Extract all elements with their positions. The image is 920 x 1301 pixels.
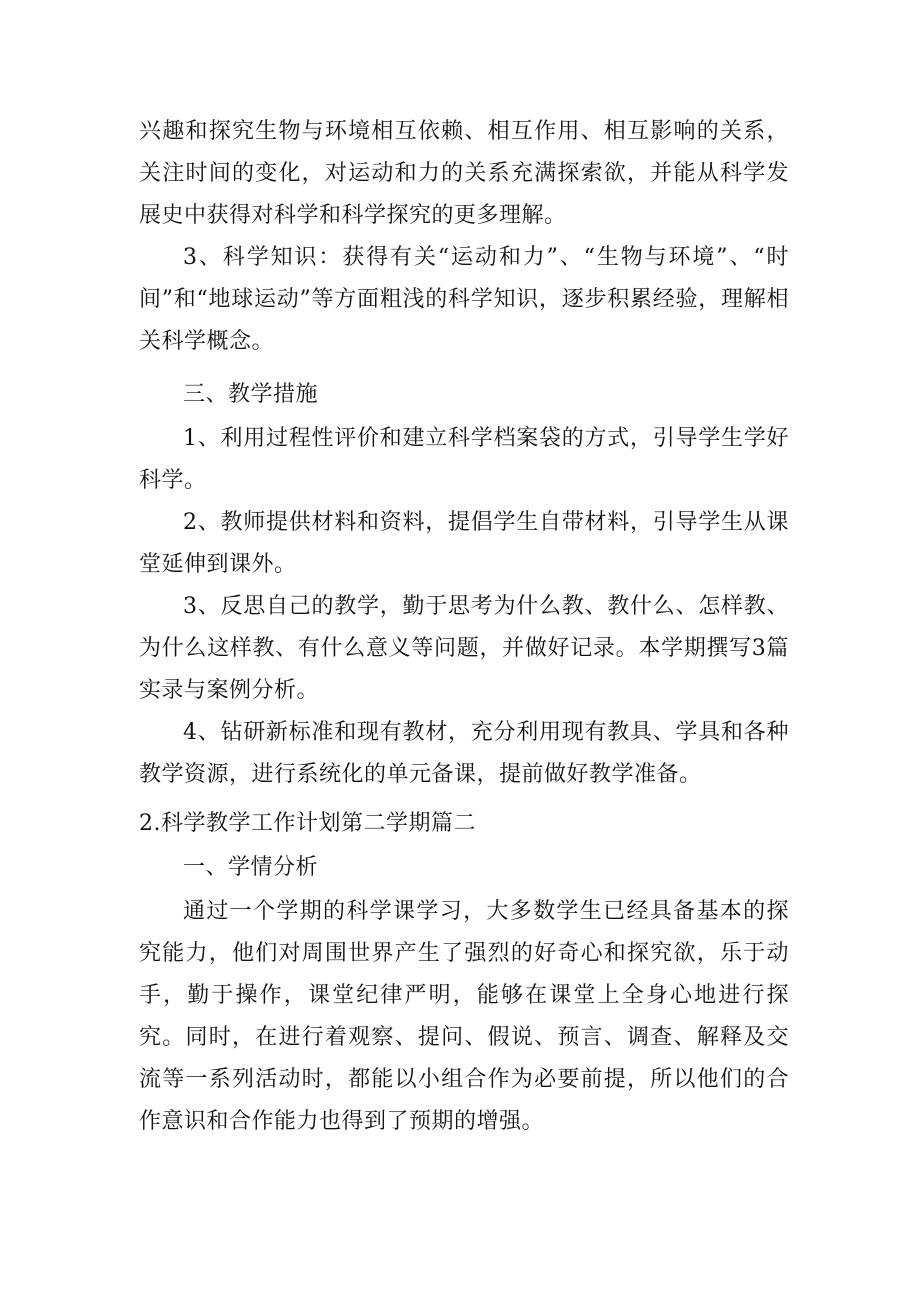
paragraph-measure-3: 3、反思自己的教学，勤于思考为什么教、教什么、怎样教、为什么这样教、有什么意义等问题，并做好记录。本学期撰写3篇实录与案例分析。 xyxy=(139,594,789,703)
paragraph-science-knowledge: 3、科学知识：获得有关“运动和力”、“生物与环境”、“时间”和“地球运动”等方面粗浅的科学知识，逐步积累经验，理解相关科学概念。 xyxy=(139,245,789,354)
paragraph-learning-analysis: 通过一个学期的科学课学习，大多数学生已经具备基本的探究能力，他们对周围世界产生了强烈的好奇心和探究欲，乐于动手，勤于操作，课堂纪律严明，能够在课堂上全身心地进行探究。同时，在进行着观察、提问、假说、预言、调查、解释及交流等一系列活动时，都能以小组合作为必要前提，所以他们的合作意识和合作能力也得到了预期的增强。 xyxy=(139,899,789,1134)
paragraph-measure-1: 1、利用过程性评价和建立科学档案袋的方式，引导学生学好科学。 xyxy=(139,426,789,493)
paragraph-measure-2: 2、教师提供材料和资料，提倡学生自带材料，引导学生从课堂延伸到课外。 xyxy=(139,510,789,577)
article-heading-part-two: 2.科学教学工作计划第二学期篇二 xyxy=(139,811,476,836)
paragraph-continuation: 兴趣和探究生物与环境相互依赖、相互作用、相互影响的关系，关注时间的变化，对运动和力的关系充满探索欲，并能从科学发展史中获得对科学和科学探究的更多理解。 xyxy=(139,119,789,228)
section-heading-learning-analysis: 一、学情分析 xyxy=(183,855,319,880)
section-heading-teaching-measures: 三、教学措施 xyxy=(183,382,319,407)
paragraph-measure-4: 4、钻研新标准和现有教材，充分利用现有教具、学具和各种教学资源，进行系统化的单元备课，提前做好教学准备。 xyxy=(139,720,789,787)
